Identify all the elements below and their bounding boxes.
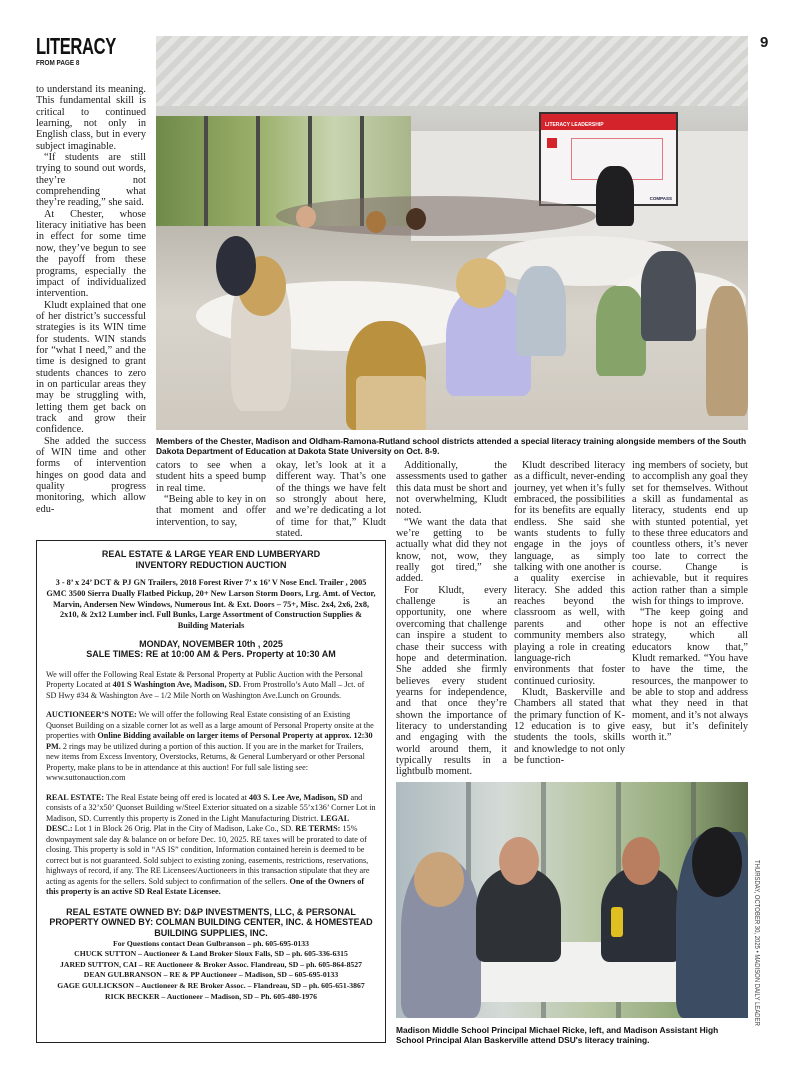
article-column-5 — [514, 460, 625, 766]
article-paragraph: “Being able to key in on that moment and offer intervention, to say, — [156, 494, 266, 528]
photo2-caption: Madison Middle School Principal Michael Ricke, left, and Madison Assistant High School Principal Alan Baskerville attend DSU's literacy training. — [396, 1025, 719, 1046]
ad-text: Lot 1 in Block 26 Orig. Plat in the City of Madison, Lake Co., SD. — [72, 824, 296, 834]
ad-date: MONDAY, NOVEMBER 10th , 2025 — [139, 638, 283, 649]
article-paragraph: Kludt, Baskerville and Chambers all stated that the primary function of K-12 education is to give students the tools, skills and knowledge to not only be function- — [514, 686, 625, 766]
ad-owners: REAL ESTATE OWNED BY: D&P INVESTMENTS, LLC, & PERSONAL PROPERTY OWNED BY: COLMAN BUILDING CENTER, INC. & HOMESTEAD BUILDING SUPPLIES, INC. — [49, 906, 373, 939]
ad-items: 3 - 8’ x 24’ DCT & PJ GN Trailers, 2018 Forest River 7’ x 16’ V Nose Encl. Trailer , 2005 GMC 3500 Sierra Dually Flatbed Pickup, 20+ New Larson Storm Doors, Lrg. Amt. of Vector, Marvin, Andersen New Windows, Numerous Int. & Ext. Doors – 75+, Misc. 2x4, 2x6, 2x8, 2x10, & 2x12 Lumber incl. Full Bunks, Large Assortment of Construction Supplies & Building Materials — [46, 578, 376, 630]
ad-text: We will offer the Following Real Estate & Personal Property at Public Auction with the Personal Property Located at — [46, 669, 363, 690]
article-column-3 — [276, 460, 386, 539]
ad-text: We will offer the following Real Estate consisting of an Existing Quonset Building on a sizable corner lot as well as a large amount of Personal Property onsite at the properties with — [46, 710, 374, 741]
ad-text: 15% downpayment sale day & balance on or before Dec. 10, 2025. RE taxes will be prorated to date of closing. This property is sold in “AS IS” condition, Information contained herein is deemed to be correct but is not guaranteed. Sold subject to existing zoning, easements, restrictions, reservations, highways of record, if any. The RE Licensees/Auctioneers in this transaction stipulate that they are acting as agents for the sellers. Sold subject to confirmation of the sellers. — [46, 824, 370, 886]
ad-times: SALE TIMES: RE at 10:00 AM & Pers. Property at 10:30 AM — [86, 649, 336, 660]
ad-bold-text: One of the Owners of this property is an active SD Real Estate Licensee. — [46, 876, 365, 897]
article-paragraph: to understand its meaning. This fundamental skill is critical to continued learning, not only in English class, but in every subject imaginable. — [36, 84, 146, 152]
ad-bold-text: RE TERMS: — [295, 824, 341, 834]
article-column-6 — [632, 460, 748, 744]
article-paragraph: “The keep going and hope is not an effective strategy, which all educators know that,” Kludt remarked. “You have to have the time, the resources, the manpower to be able to stop and address what they need in that moment, and it’s not always easy, but it’s definitely worth it.” — [632, 607, 748, 744]
ad-bold-text: LEGAL DESC.: — [46, 813, 349, 834]
article-paragraph: ing members of society, but to accomplish any goal they set for themselves. Without a skill as fundamental as literacy, students end up with stunted potential, yet to these three educators and countless others, it’s never too late to correct the course. Change is achievable, but it requires action rather than a simple wish for things to improve. — [632, 460, 748, 608]
article-paragraph: At Chester, whose literacy initiative has been in effect for some time now, they’ve begun to see the payoff from these programs, especially the impact of individualized intervention. — [36, 208, 146, 300]
article-column-4 — [396, 460, 507, 778]
ad-contacts — [46, 939, 376, 1003]
ad-contact-line: CHUCK SUTTON – Auctioneer & Land Broker Sioux Falls, SD – ph. 605-336-6315 — [74, 949, 348, 959]
article-paragraph: Additionally, the assessments used to gather this data must be short and not overwhelming, Kludt noted. — [396, 460, 507, 517]
screen-title: LITERACY LEADERSHIP — [541, 114, 676, 130]
training-room-photo — [156, 36, 748, 430]
ad-paragraph — [46, 670, 376, 702]
article-paragraph: cators to see when a student hits a speed bump in real time. — [156, 460, 266, 494]
story-headline: LITERACY — [36, 33, 116, 59]
screen-logo: COMPASS — [649, 196, 672, 201]
page-number: 9 — [760, 34, 769, 51]
ad-bold-text: Online Bidding available on larger items of Personal Property at approx. 12:30 PM. — [46, 731, 373, 751]
ad-bold-text: 403 S. Lee Ave, Madison, SD — [248, 792, 349, 802]
ad-bold-text: AUCTIONEER’S NOTE: — [46, 710, 137, 720]
ad-contact-line: For Questions contact Dean Gulbranson – ph. 605-695-0133 — [113, 938, 309, 948]
article-paragraph: She added the success of WIN time and other forms of intervention hinges on good data and quality progress monitoring, which allow edu- — [36, 435, 146, 515]
ad-text: 2 rings may be utilized during a portion of this auction. If you are in the market for Trailers, new items from Excess Inventory, Overstocks, Returns, & General Lumberyard or other Personal Property, make plans to be in attendance at this auction! For full sale listing see: www.suttonauction.com — [46, 741, 365, 783]
ad-bold-text: 401 S Washington Ave, Madison, SD. — [112, 680, 242, 690]
ad-title: REAL ESTATE & LARGE YEAR END LUMBERYARD INVENTORY REDUCTION AUCTION — [101, 549, 321, 570]
article-column-2 — [156, 460, 266, 528]
ad-text: From Prostrollo’s Auto Mall – Jct. of SD Hwy #34 & Washington Ave – 1/2 Mile North on Washington Ave.Lunch on Grounds. — [46, 680, 365, 700]
ad-text: and consists of a 32’x50’ Quonset Building w/Steel Exterior situated on a sizable 55’x136’ Corner Lot in Madison, SD. Currently this property is Zoned in the Light Manufacturing District. — [46, 792, 376, 823]
ad-contact-line: RICK BECKER – Auctioneer – Madison, SD – Ph. 605-480-1976 — [105, 991, 317, 1001]
article-paragraph: “We want the data that we’re getting to be actually what did they not know, not, wow, they really got tired,” she added. — [396, 516, 507, 585]
ad-contact-line: JARED SUTTON, CAI – RE Auctioneer & Broker Assoc. Flandreau, SD – ph. 605-864-8527 — [60, 959, 362, 969]
article-paragraph: Kludt described literacy as a difficult, never-ending journey, yet when it’s fully embraced, the possibilities for its benefits are equally endless. She said she wants students to fully engage in the joys of language, as simply talking with one another is a quality exercise in literacy. She added this reaches beyond the classroom as well, with parents and other community members also playing a role in creating language-rich environments that foster continued curiosity. — [514, 460, 625, 687]
ad-text: The Real Estate being off ered is located at — [104, 792, 249, 802]
article-paragraph: “If students are still trying to sound out words, they’re not comprehending what they’re reading,” she said. — [36, 152, 146, 209]
article-paragraph: For Kludt, every challenge is an opportunity, one where overcoming that challenge can inspire a student to chase their success with hope and determination. She added she firmly believes every student yearns for independence, and that once they’re shown the importance of literacy to understanding and engaging with the world around them, it typically results in a lightbulb moment. — [396, 584, 507, 778]
article-column-1 — [36, 84, 146, 515]
ad-body — [46, 670, 376, 898]
ad-paragraph — [46, 793, 376, 898]
ad-bold-text: REAL ESTATE: — [46, 792, 105, 802]
ad-paragraph — [46, 710, 376, 784]
ad-contact-line: DEAN GULBRANSON – RE & PP Auctioneer – Madison, SD – 605-695-0133 — [83, 970, 339, 980]
page-folio: THURSDAY, OCTOBER 30, 2025 • MADISON DAILY LEADER — [753, 860, 760, 1026]
principals-photo — [396, 782, 748, 1018]
article-paragraph: Kludt explained that one of her district’s successful strategies is its WIN time for students. WIN stands for “what I need,” and the time is designed to grant students chances to zero in on particular areas they may be struggling with, letting them get back on track and grow their confidence. — [36, 299, 146, 436]
photo1-caption: Members of the Chester, Madison and Oldham-Ramona-Rutland school districts attended a special literacy training alongside members of the South Dakota Department of Education at Dakota State University on Oct. 8-9. — [156, 436, 747, 457]
jump-line: FROM PAGE 8 — [36, 58, 80, 67]
ad-contact-line: GAGE GULLICKSON – Auctioneer & RE Broker Assoc. – Flandreau, SD – ph. 605-651-3867 — [57, 981, 365, 991]
auction-advertisement — [36, 540, 386, 1043]
article-paragraph: okay, let’s look at it a different way. That’s one of the things we have felt so strongly about here, and we’re dedicating a lot of time for that,” Kludt stated. — [276, 460, 386, 540]
